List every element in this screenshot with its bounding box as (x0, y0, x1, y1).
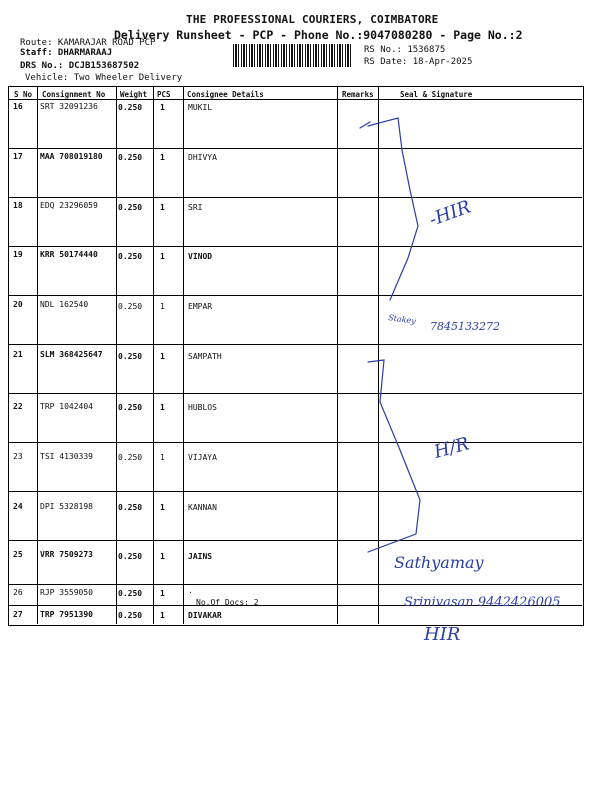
row-pcs: 1 (160, 302, 165, 311)
row-consignee: MUKIL (188, 103, 213, 112)
row-sno: 19 (13, 250, 23, 259)
row-pcs: 1 (160, 403, 165, 412)
col-divider (183, 86, 184, 624)
row-sno: 21 (13, 350, 23, 359)
row-sno: 24 (13, 502, 23, 511)
row-sno: 16 (13, 102, 23, 111)
row-sno: 17 (13, 152, 23, 161)
col-header-consignment: Consignment No (42, 90, 106, 99)
row-pcs: 1 (160, 503, 165, 512)
col-divider (153, 86, 154, 624)
hir-mark-3: HIR (424, 624, 461, 645)
row-consignment: VRR 7509273 (40, 550, 93, 559)
row-consignment: SRT 32091236 (40, 102, 98, 111)
row-consignee: DHIVYA (188, 153, 217, 162)
row-pcs: 1 (160, 103, 165, 112)
row-weight: 0.250 (118, 352, 143, 361)
drs-number: DRS No.: DCJB153687502 (20, 61, 140, 71)
rs-number: RS No.: 1536875 (364, 45, 446, 55)
hw-note-2: Sathyamay (394, 553, 484, 572)
row-sno: 22 (13, 402, 23, 411)
row-consignee: . (188, 586, 193, 595)
row-consignee: DIVAKAR (188, 611, 222, 620)
row-consignment: NDL 162540 (40, 300, 89, 309)
row-divider (8, 148, 582, 149)
row-consignment: SLM 368425647 (40, 350, 103, 359)
row-weight: 0.250 (118, 103, 143, 112)
rs-date: RS Date: 18-Apr-2025 (364, 57, 473, 67)
col-header-signature: Seal & Signature (400, 90, 473, 99)
barcode-image (233, 44, 353, 67)
hir-mark-1: -HIR (426, 196, 474, 231)
row-pcs: 1 (160, 153, 165, 162)
row-pcs: 1 (160, 252, 165, 261)
row-consignee: JAINS (188, 552, 213, 561)
docs-count: No.Of Docs: 2 (196, 598, 259, 607)
row-sno: 27 (13, 610, 23, 619)
route-label: Route: KAMARAJAR ROAD PCP (20, 38, 156, 48)
col-header-weight: Weight (120, 90, 148, 99)
company-title: THE PROFESSIONAL COURIERS, COIMBATORE (186, 13, 439, 26)
col-divider (378, 86, 379, 624)
hw-note-1: Stakey (387, 313, 417, 326)
row-divider (8, 344, 582, 345)
row-consignment: EDQ 23296059 (40, 201, 98, 210)
row-divider (8, 605, 582, 606)
row-sno: 25 (13, 550, 23, 559)
row-consignee: VIJAYA (188, 453, 217, 462)
row-divider (8, 197, 582, 198)
row-pcs: 1 (160, 552, 165, 561)
vehicle-label: Vehicle: Two Wheeler Delivery (25, 73, 183, 83)
row-pcs: 1 (160, 352, 165, 361)
row-sno: 26 (13, 588, 23, 597)
row-divider (8, 393, 582, 394)
row-divider (8, 295, 582, 296)
row-consignee: VINOD (188, 252, 213, 261)
runsheet-title: Delivery Runsheet - PCP - Phone No.:9047080280 - Page No.:2 (114, 28, 523, 42)
row-consignment: TRP 7951390 (40, 610, 93, 619)
hir-mark-2: H/R (431, 433, 472, 463)
row-weight: 0.250 (118, 252, 143, 261)
row-consignee: HUBLOS (188, 403, 217, 412)
col-header-consignee: Consignee Details (187, 90, 264, 99)
row-divider (8, 246, 582, 247)
row-pcs: 1 (160, 611, 165, 620)
staff-label: Staff: DHARMARAAJ (20, 48, 113, 58)
row-divider (8, 584, 582, 585)
row-consignment: TSI 4130339 (40, 452, 93, 461)
header-divider (8, 99, 582, 100)
row-pcs: 1 (160, 589, 165, 598)
row-weight: 0.250 (118, 203, 143, 212)
row-divider (8, 491, 582, 492)
row-sno: 23 (13, 452, 23, 461)
row-divider (8, 442, 582, 443)
col-header-sno: S No (14, 90, 33, 99)
row-weight: 0.250 (118, 503, 143, 512)
row-sno: 18 (13, 201, 23, 210)
col-header-pcs: PCS (157, 90, 171, 99)
col-header-remarks: Remarks (342, 90, 374, 99)
row-weight: 0.250 (118, 302, 143, 311)
row-consignment: KRR 50174440 (40, 250, 98, 259)
hw-phone-1: 7845133272 (430, 320, 500, 333)
row-consignment: RJP 3559050 (40, 588, 93, 597)
row-consignment: DPI 5328198 (40, 502, 93, 511)
row-consignee: SRI (188, 203, 203, 212)
row-pcs: 1 (160, 453, 165, 462)
row-weight: 0.250 (118, 403, 143, 412)
row-consignment: MAA 708019180 (40, 152, 103, 161)
row-weight: 0.250 (118, 589, 143, 598)
row-consignee: SAMPATH (188, 352, 222, 361)
row-consignment: TRP 1042404 (40, 402, 93, 411)
col-divider (37, 86, 38, 624)
row-sno: 20 (13, 300, 23, 309)
row-weight: 0.250 (118, 611, 143, 620)
col-divider (337, 86, 338, 624)
row-consignee: KANNAN (188, 503, 217, 512)
col-divider (116, 86, 117, 624)
row-weight: 0.250 (118, 153, 143, 162)
row-weight: 0.250 (118, 453, 143, 462)
row-pcs: 1 (160, 203, 165, 212)
row-consignee: EMPAR (188, 302, 213, 311)
row-weight: 0.250 (118, 552, 143, 561)
row-divider (8, 540, 582, 541)
hw-note-3: Srinivasan 9442426005 (404, 595, 561, 610)
